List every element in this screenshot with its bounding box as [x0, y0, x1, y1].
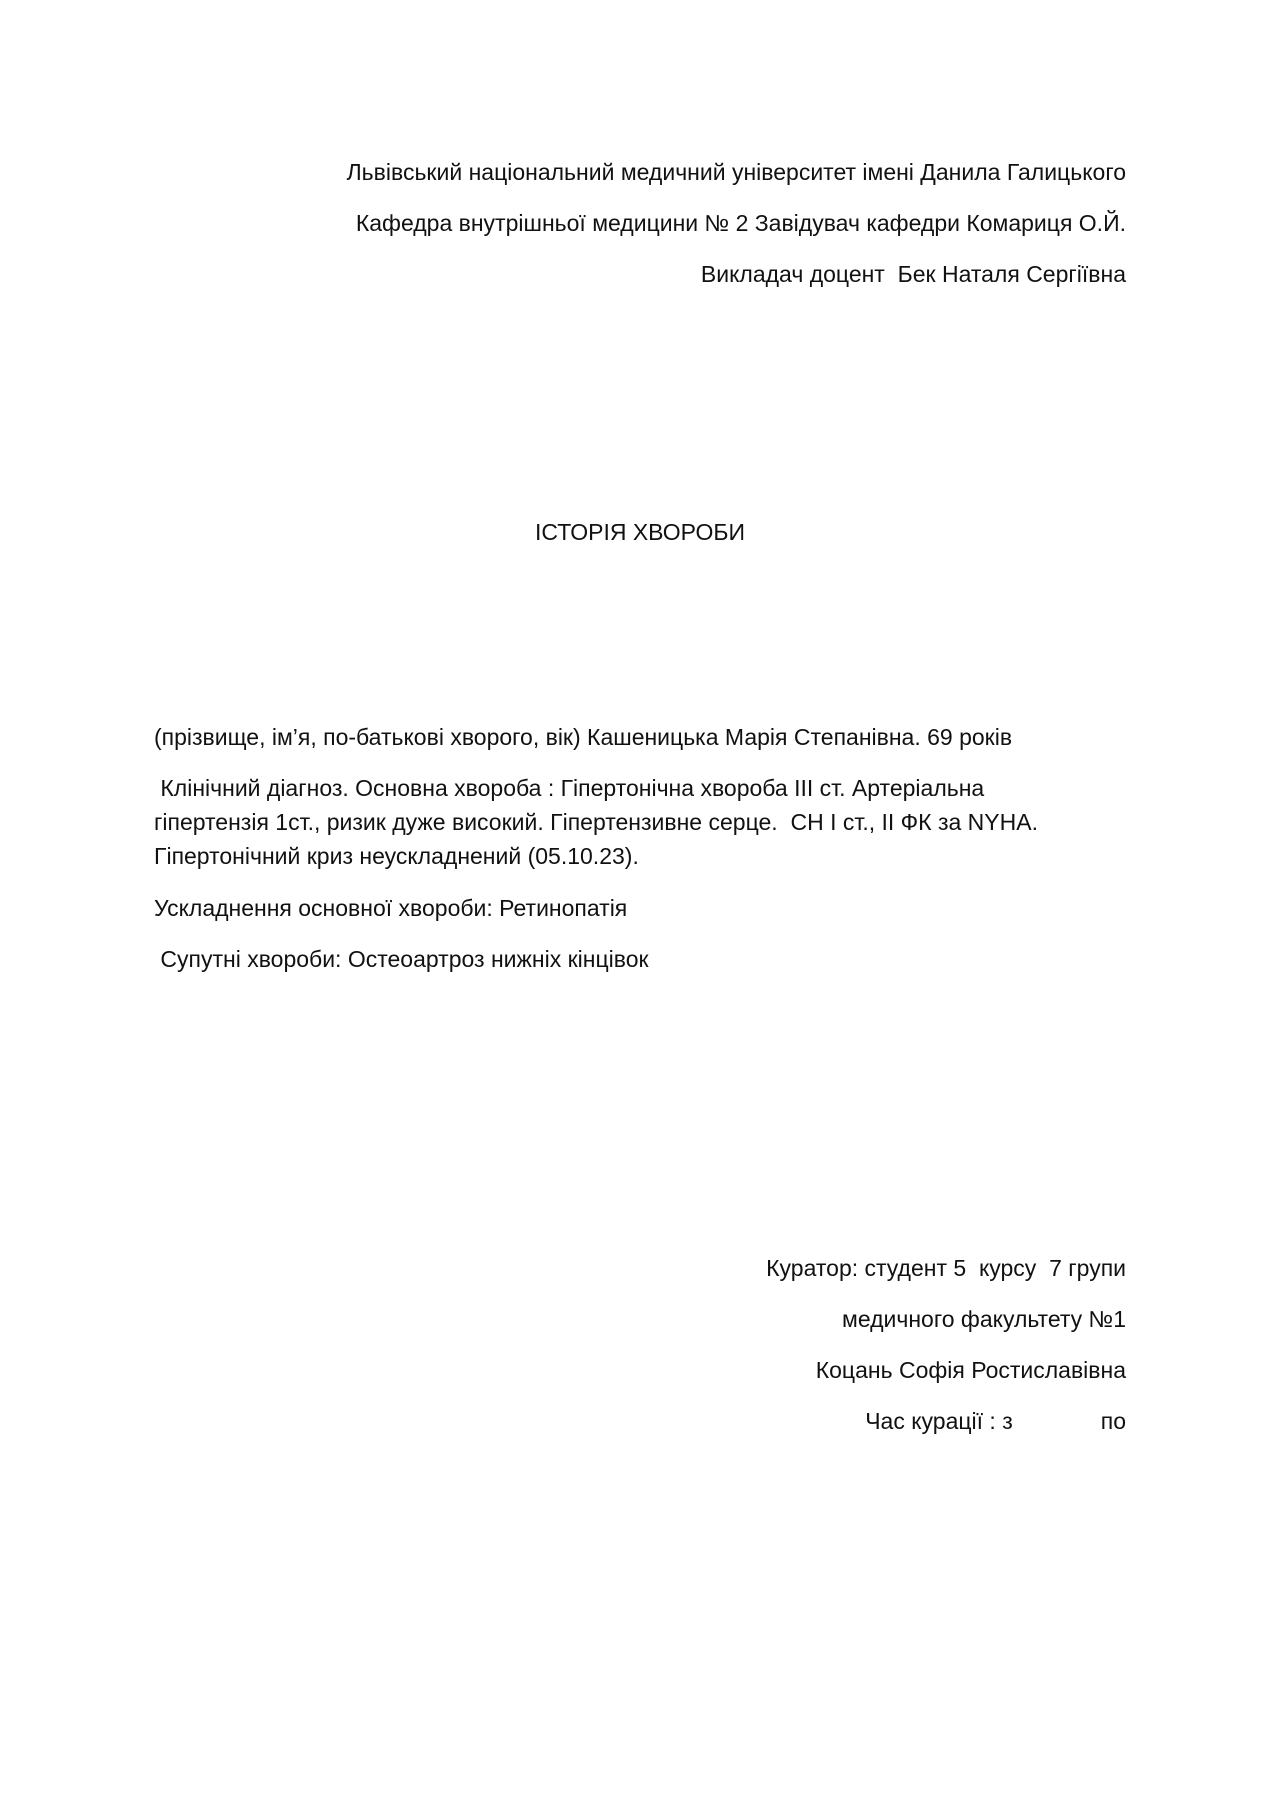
complications-line: Ускладнення основної хвороби: Ретинопатія [154, 895, 628, 921]
comorbidities-line: Супутні хвороби: Остеоартроз нижніх кінцівок [154, 946, 649, 972]
curator-name: Коцань Софія Ростиславівна [815, 1357, 1126, 1383]
diagnosis-line-2: гіпертензія 1ст., ризик дуже високий. Гіпертензивне серце. СН І ст., ІІ ФК за NYHA. [154, 809, 1038, 835]
curator-line-1: Куратор: студент 5 курсу 7 групи [766, 1255, 1126, 1281]
diagnosis-line-1: Клінічний діагноз. Основна хвороба : Гіпертонічна хвороба ІІІ ст. Артеріальна [154, 775, 985, 801]
patient-line: (прізвище, ім’я, по-батькові хворого, вік) Кашеницька Марія Степанівна. 69 років [154, 724, 1013, 750]
diagnosis-line-3: Гіпертонічний криз неускладнений (05.10.23). [154, 843, 639, 869]
curator-line-2: медичного факультету №1 [842, 1306, 1126, 1332]
teacher-line: Викладач доцент Бек Наталя Сергіївна [700, 261, 1126, 287]
curation-period [865, 1404, 1126, 1438]
university-name: Львівський національний медичний університет імені Данила Галицького [346, 159, 1126, 185]
document-title: ІСТОРІЯ ХВОРОБИ [534, 519, 746, 545]
department-line: Кафедра внутрішньої медицини № 2 Завідувач кафедри Комариця О.Й. [355, 210, 1126, 236]
curation-period-label: Час курації : з [865, 1408, 1013, 1434]
curation-period-to: по [1100, 1408, 1126, 1434]
